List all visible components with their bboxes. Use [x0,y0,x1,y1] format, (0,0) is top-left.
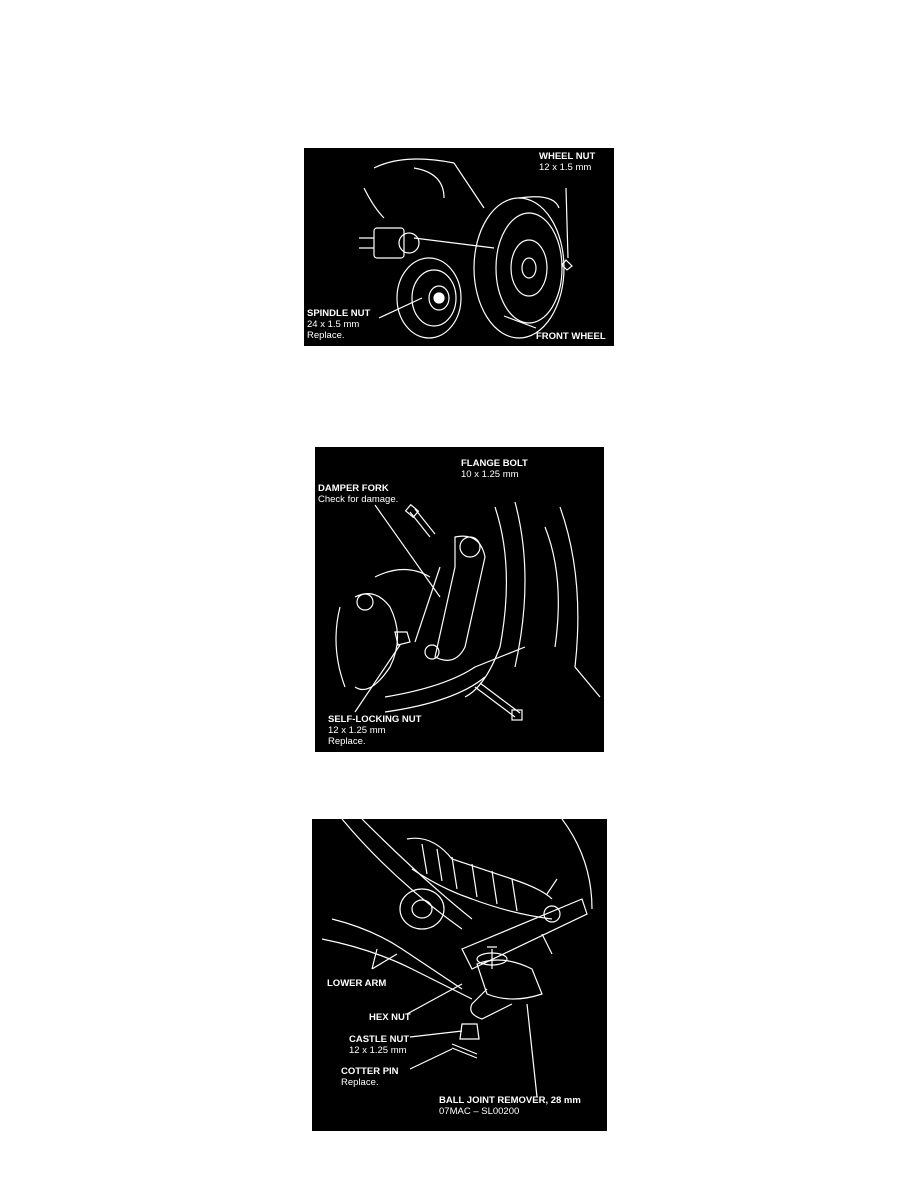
self-locking-nut-spec: 12 x 1.25 mm [328,725,386,736]
figure-ball-joint-removal [312,819,607,1131]
wheel-nut-title: WHEEL NUT [539,151,596,162]
hex-nut-title: HEX NUT [369,1012,411,1023]
wheel-nut-spec: 12 x 1.5 mm [539,162,592,173]
label-flange-bolt [461,458,528,480]
label-self-locking-nut [328,714,421,747]
spindle-nut-title: SPINDLE NUT [307,308,371,319]
label-spindle-nut [307,308,370,341]
spindle-nut-note: Replace. [307,330,345,341]
front-wheel-title: FRONT WHEEL [536,331,606,342]
lower-arm-title: LOWER ARM [327,978,387,989]
cotter-pin-title: COTTER PIN [341,1066,399,1077]
flange-bolt-title: FLANGE BOLT [461,458,528,469]
label-front-wheel [536,331,606,342]
castle-nut-title: CASTLE NUT [349,1034,410,1045]
ball-joint-remover-title: BALL JOINT REMOVER, 28 mm [439,1095,581,1106]
damper-fork-title: DAMPER FORK [318,483,389,494]
castle-nut-spec: 12 x 1.25 mm [349,1045,407,1056]
self-locking-nut-title: SELF-LOCKING NUT [328,714,422,725]
figure-damper-fork [315,447,604,752]
spindle-nut-spec: 24 x 1.5 mm [307,319,360,330]
flange-bolt-spec: 10 x 1.25 mm [461,469,519,480]
label-ball-joint-remover [439,1095,581,1117]
label-damper-fork [318,483,398,505]
figure-wheel-removal [304,148,614,346]
self-locking-nut-note: Replace. [328,736,366,747]
ball-joint-remover-part: 07MAC – SL00200 [439,1106,520,1117]
label-cotter-pin [341,1066,399,1088]
damper-fork-note: Check for damage. [318,494,399,505]
label-hex-nut [369,1012,411,1023]
label-wheel-nut [539,151,595,173]
label-castle-nut [349,1034,409,1056]
label-lower-arm [327,978,386,989]
cotter-pin-note: Replace. [341,1077,379,1088]
